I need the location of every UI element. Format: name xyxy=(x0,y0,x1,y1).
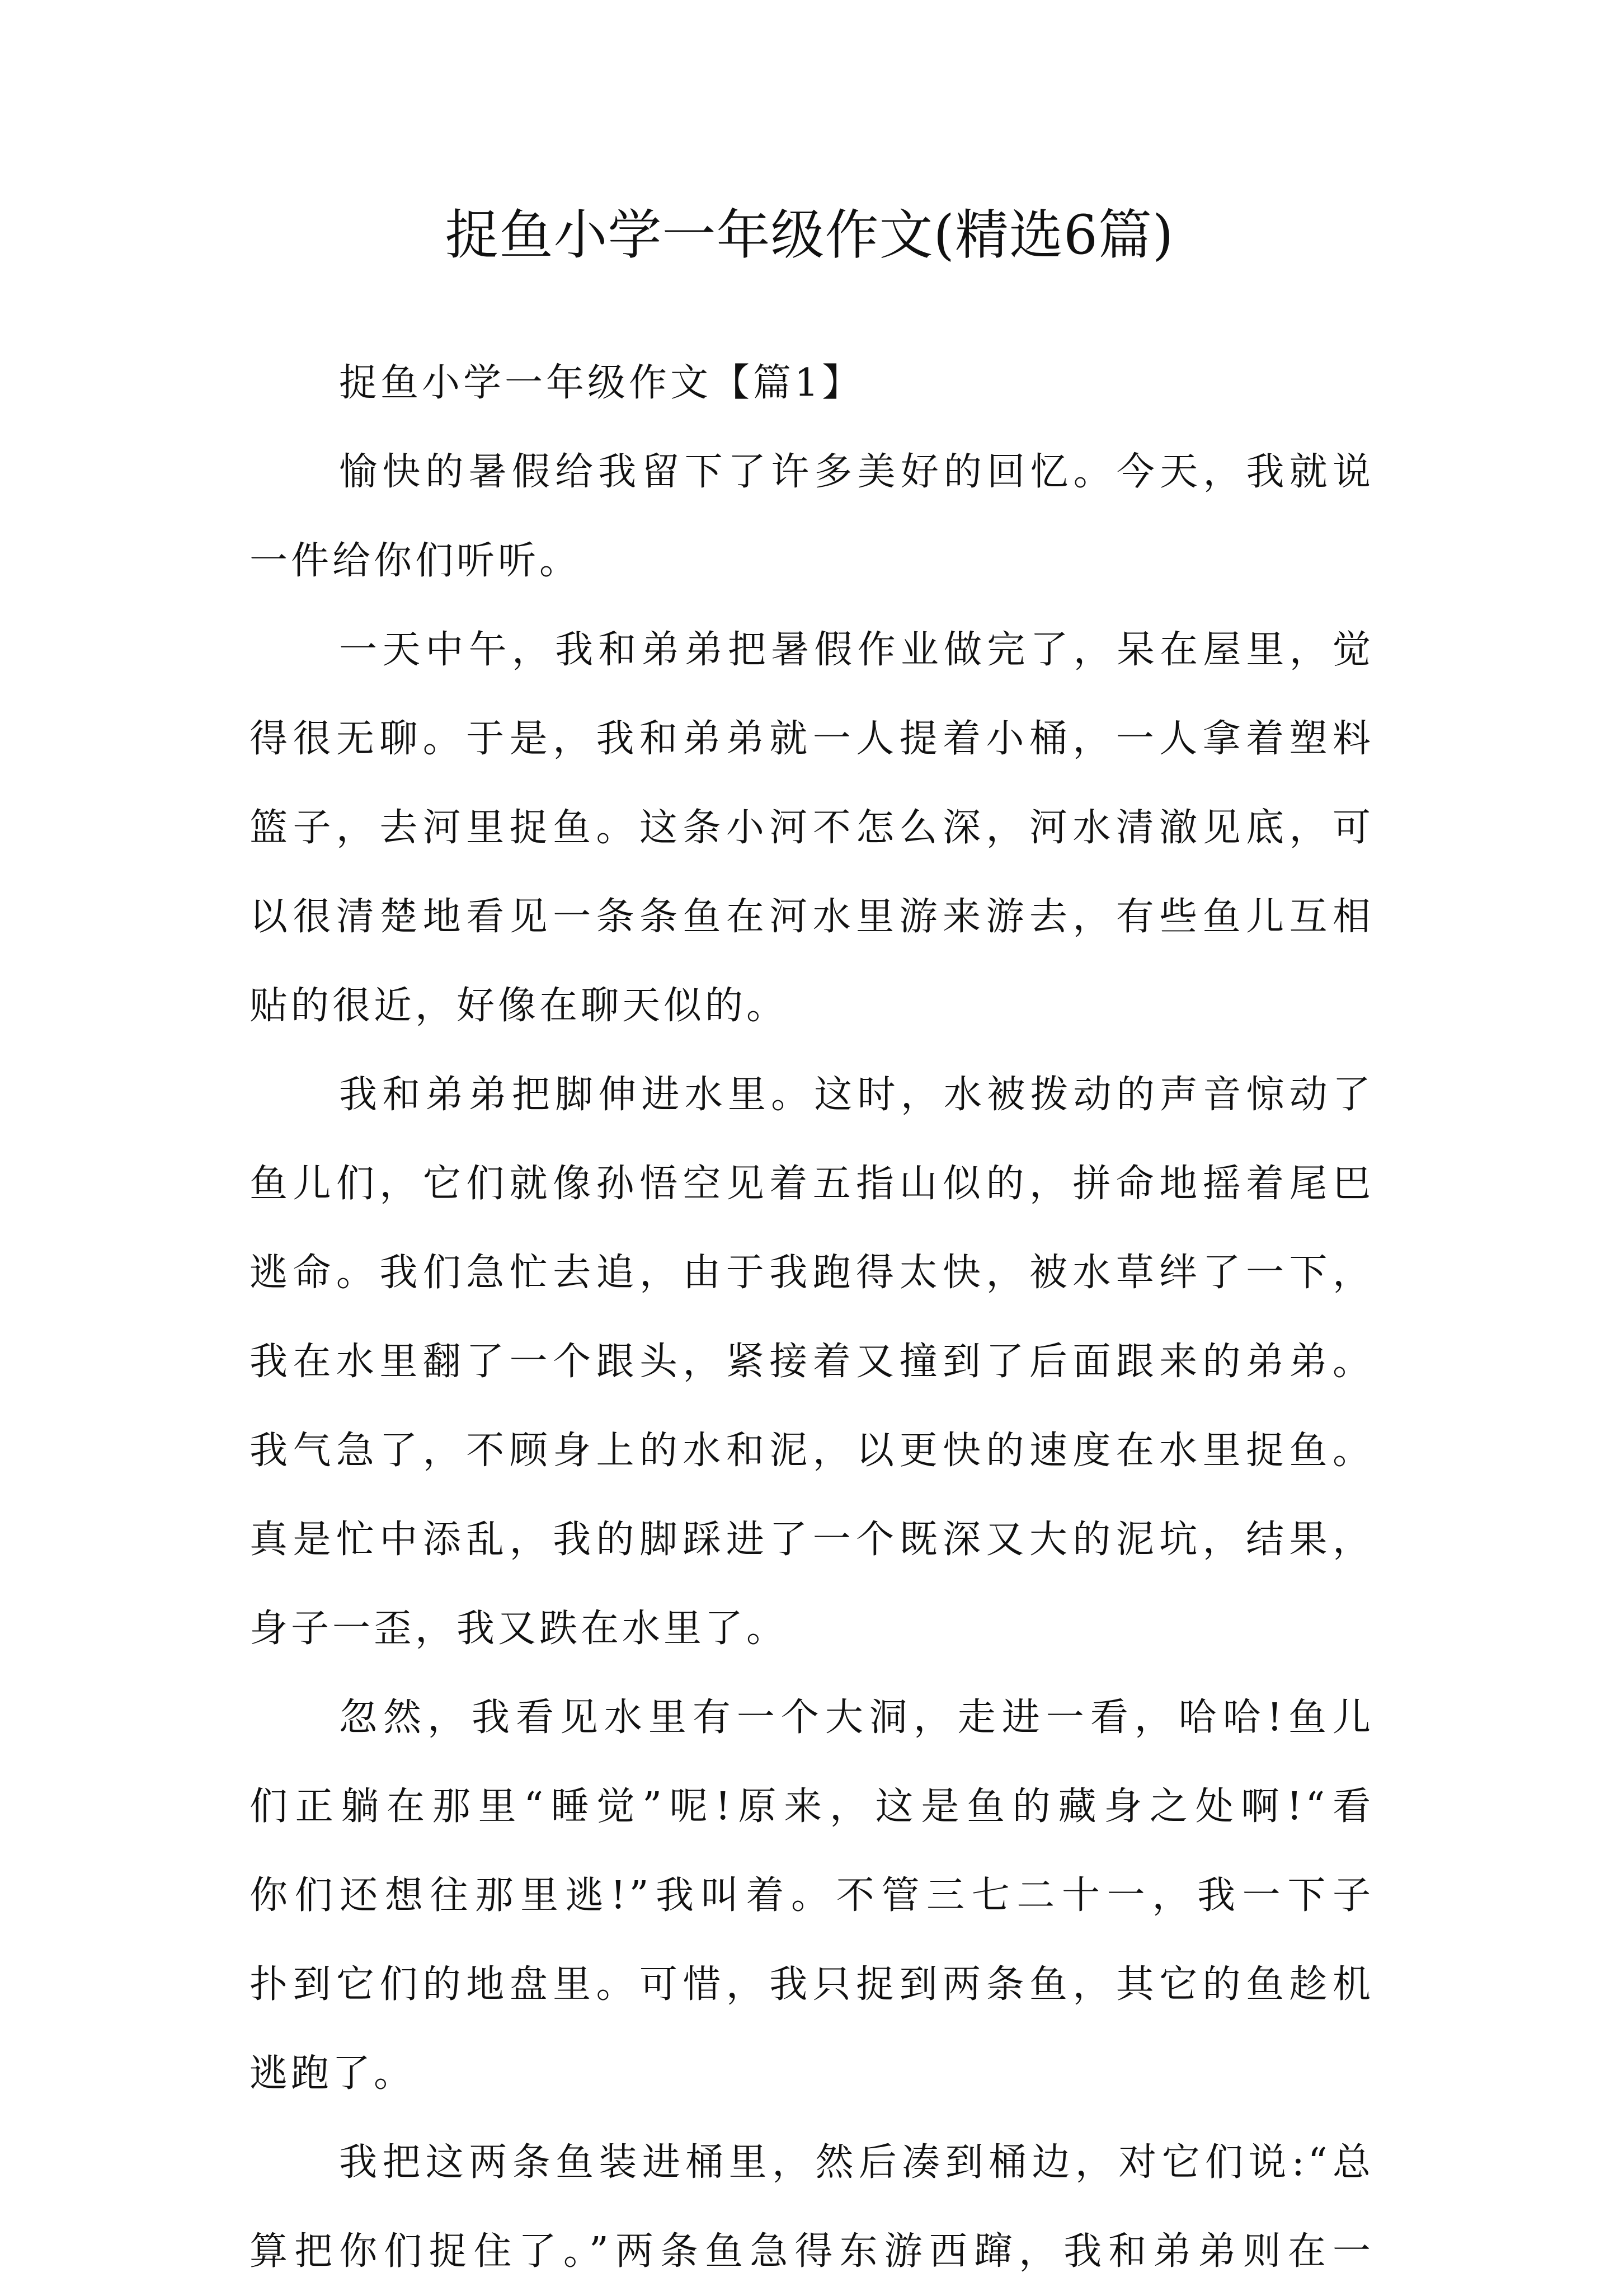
text-line: 贴的很近，好像在聊天似的。 xyxy=(250,984,788,1028)
text-line: 我气急了，不顾身上的水和泥，以更快的速度在水里捉鱼。 xyxy=(250,1429,1374,1473)
text-line: 以很清楚地看见一条条鱼在河水里游来游去，有些鱼儿互相 xyxy=(250,895,1374,939)
paragraph xyxy=(250,1673,1374,2118)
text-line: 忽然，我看见水里有一个大洞，走进一看，哈哈!鱼儿 xyxy=(339,1696,1374,1740)
text-line: 算把你们捉住了。”两条鱼急得东游西蹿，我和弟弟则在一 xyxy=(250,2229,1374,2274)
document-title: 捉鱼小学一年级作文(精选6篇) xyxy=(445,204,1174,266)
text-line: 一件给你们听听。 xyxy=(250,539,581,583)
text-line: 真是忙中添乱，我的脚踩进了一个既深又大的泥坑，结果， xyxy=(250,1518,1374,1562)
text-line: 我在水里翻了一个跟头，紧接着又撞到了后面跟来的弟弟。 xyxy=(250,1340,1374,1384)
section-heading: 捉鱼小学一年级作文【篇1】 xyxy=(339,361,864,405)
text-line: 们正躺在那里“睡觉”呢!原来，这是鱼的藏身之处啊!“看 xyxy=(250,1785,1374,1829)
paragraph xyxy=(250,1050,1374,1673)
text-line: 我和弟弟把脚伸进水里。这时，水被拨动的声音惊动了 xyxy=(339,1073,1374,1117)
paragraph xyxy=(250,428,1374,605)
text-line: 逃跑了。 xyxy=(250,2051,416,2096)
text-line: 篮子，去河里捉鱼。这条小河不怎么深，河水清澈见底，可 xyxy=(250,806,1374,850)
document-body xyxy=(250,339,1374,2296)
text-line: 我把这两条鱼装进桶里，然后凑到桶边，对它们说:“总 xyxy=(339,2140,1374,2185)
text-line: 你们还想往那里逃!”我叫着。不管三七二十一，我一下子 xyxy=(250,1874,1374,1918)
paragraph xyxy=(250,2118,1374,2296)
text-line: 得很无聊。于是，我和弟弟就一人提着小桶，一人拿着塑料 xyxy=(250,717,1374,761)
text-line: 一天中午，我和弟弟把暑假作业做完了，呆在屋里，觉 xyxy=(339,628,1374,672)
text-line: 身子一歪，我又跌在水里了。 xyxy=(250,1607,788,1651)
text-line: 愉快的暑假给我留下了许多美好的回忆。今天，我就说 xyxy=(339,450,1374,494)
paragraph xyxy=(250,605,1374,1050)
text-line: 鱼儿们，它们就像孙悟空见着五指山似的，拼命地摇着尾巴 xyxy=(250,1162,1374,1206)
text-line: 逃命。我们急忙去追，由于我跑得太快，被水草绊了一下， xyxy=(250,1251,1374,1295)
text-line: 扑到它们的地盘里。可惜，我只捉到两条鱼，其它的鱼趁机 xyxy=(250,1962,1374,2007)
